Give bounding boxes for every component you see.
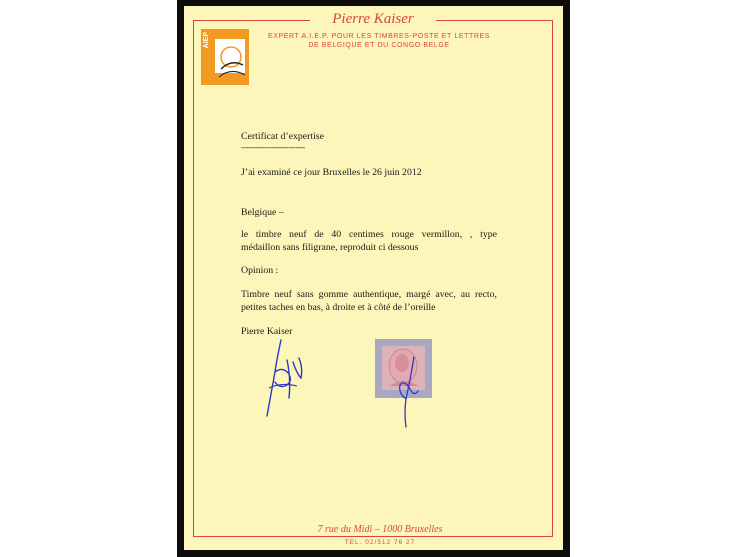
signatory-name: Pierre Kaiser (241, 326, 293, 337)
stamp-description-line2: médaillon sans filigrane, reproduit ci dessous (241, 242, 419, 253)
aiep-logo-text: AIEP (203, 32, 210, 49)
footer-address: 7 rue du Midi – 1000 Bruxelles (250, 524, 510, 535)
examination-statement: J’ai examiné ce jour Bruxelles le 26 juin 2012 (241, 167, 422, 178)
expert-credentials-line1: EXPERT A.I.E.P. POUR LES TIMBRES-POSTE ET LETTRES (267, 33, 491, 40)
certificate-title: Certificat d’expertise (241, 131, 324, 142)
stamp-description-line1: le timbre neuf de 40 centimes rouge vermillon, , type (241, 229, 497, 240)
aiep-logo (201, 29, 249, 85)
country-label: Belgique – (241, 207, 284, 218)
footer-telephone: TEL. 02/512 76 27 (344, 539, 416, 546)
stamp-signature (394, 355, 422, 429)
opinion-line1: Timbre neuf sans gomme authentique, margé avec, au recto, (241, 289, 497, 300)
expert-credentials-line2: DE BELGIQUE ET DU CONGO BELGE (308, 42, 450, 49)
opinion-line2: petites taches en bas, à droite et à côté de l’oreille (241, 302, 436, 313)
expert-name-heading: Pierre Kaiser (310, 11, 436, 28)
opinion-label: Opinion : (241, 265, 279, 276)
expert-signature (263, 338, 307, 420)
red-frame (193, 20, 553, 537)
title-underline: --------------------------- (241, 143, 305, 152)
